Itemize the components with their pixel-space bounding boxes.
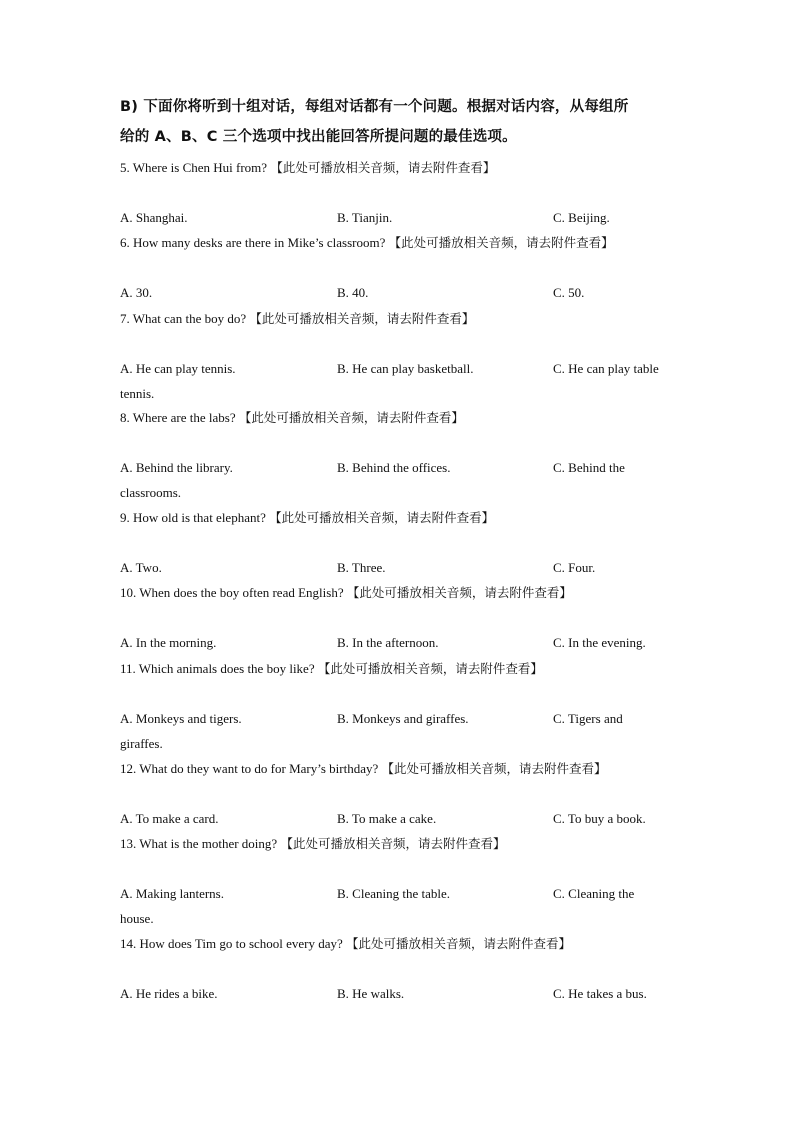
option-c-continued: house. [120, 911, 154, 926]
option-a: A. Shanghai. [120, 210, 188, 225]
audio-note: 【此处可播放相关音频，请去附件查看】 [381, 761, 607, 776]
section-heading-line-2: 给的 A、B、C 三个选项中找出能回答所提问题的最佳选项。 [120, 129, 517, 145]
option-b: B. Behind the offices. [337, 460, 451, 475]
option-a: A. 30. [120, 285, 153, 300]
question-prompt: 11. Which animals does the boy like? [120, 661, 315, 676]
section-heading-line-1: B) 下面你将听到十组对话，每组对话都有一个问题。根据对话内容，从每组所 [120, 99, 629, 115]
question-prompt: 5. Where is Chen Hui from? [120, 160, 268, 175]
option-a: A. Two. [120, 560, 162, 575]
audio-note: 【此处可播放相关音频，请去附件查看】 [388, 235, 614, 250]
audio-note: 【此处可播放相关音频，请去附件查看】 [317, 661, 543, 676]
question-prompt: 14. How does Tim go to school every day? [120, 936, 343, 951]
question-text [120, 234, 614, 252]
question-text [120, 584, 572, 602]
option-b: B. In the afternoon. [337, 635, 439, 650]
audio-note: 【此处可播放相关音频，请去附件查看】 [270, 160, 496, 175]
option-b: B. Tianjin. [337, 210, 393, 225]
audio-note: 【此处可播放相关音频，请去附件查看】 [346, 936, 572, 951]
question-text [120, 760, 607, 778]
audio-note: 【此处可播放相关音频，请去附件查看】 [346, 585, 572, 600]
question-prompt: 13. What is the mother doing? [120, 836, 278, 851]
option-c: C. Beijing. [553, 210, 610, 225]
option-a: A. Making lanterns. [120, 886, 224, 901]
question-text [120, 159, 495, 177]
option-c-continued: giraffes. [120, 736, 163, 751]
option-c: C. Cleaning the [553, 886, 635, 901]
question-text [120, 509, 494, 527]
option-c: C. Four. [553, 560, 596, 575]
option-c: C. 50. [553, 285, 585, 300]
option-c-continued: tennis. [120, 386, 155, 401]
audio-note: 【此处可播放相关音频，请去附件查看】 [269, 510, 495, 525]
option-c: C. He takes a bus. [553, 986, 647, 1001]
audio-note: 【此处可播放相关音频，请去附件查看】 [238, 410, 464, 425]
option-b: B. To make a cake. [337, 811, 437, 826]
option-b: B. Three. [337, 560, 386, 575]
option-c: C. He can play table [553, 361, 659, 376]
option-c-continued: classrooms. [120, 485, 182, 500]
question-text [120, 935, 571, 953]
option-c: C. Behind the [553, 460, 625, 475]
question-prompt: 12. What do they want to do for Mary’s birthday? [120, 761, 379, 776]
option-a: A. To make a card. [120, 811, 219, 826]
option-a: A. He rides a bike. [120, 986, 218, 1001]
question-text [120, 310, 474, 328]
option-a: A. He can play tennis. [120, 361, 236, 376]
section-heading [120, 92, 680, 152]
question-text [120, 835, 505, 853]
question-prompt: 9. How old is that elephant? [120, 510, 266, 525]
option-b: B. Monkeys and giraffes. [337, 711, 469, 726]
option-b: B. 40. [337, 285, 369, 300]
question-prompt: 8. Where are the labs? [120, 410, 236, 425]
option-b: B. Cleaning the table. [337, 886, 451, 901]
question-prompt: 6. How many desks are there in Mike’s classroom? [120, 235, 386, 250]
option-c: C. Tigers and [553, 711, 623, 726]
option-a: A. Behind the library. [120, 460, 233, 475]
option-a: A. Monkeys and tigers. [120, 711, 242, 726]
option-b: B. He walks. [337, 986, 405, 1001]
question-text [120, 409, 464, 427]
audio-note: 【此处可播放相关音频，请去附件查看】 [249, 311, 475, 326]
option-b: B. He can play basketball. [337, 361, 474, 376]
audio-note: 【此处可播放相关音频，请去附件查看】 [280, 836, 506, 851]
question-text [120, 660, 543, 678]
question-prompt: 7. What can the boy do? [120, 311, 247, 326]
option-a: A. In the morning. [120, 635, 217, 650]
question-prompt: 10. When does the boy often read English? [120, 585, 344, 600]
option-c: C. To buy a book. [553, 811, 646, 826]
option-c: C. In the evening. [553, 635, 646, 650]
